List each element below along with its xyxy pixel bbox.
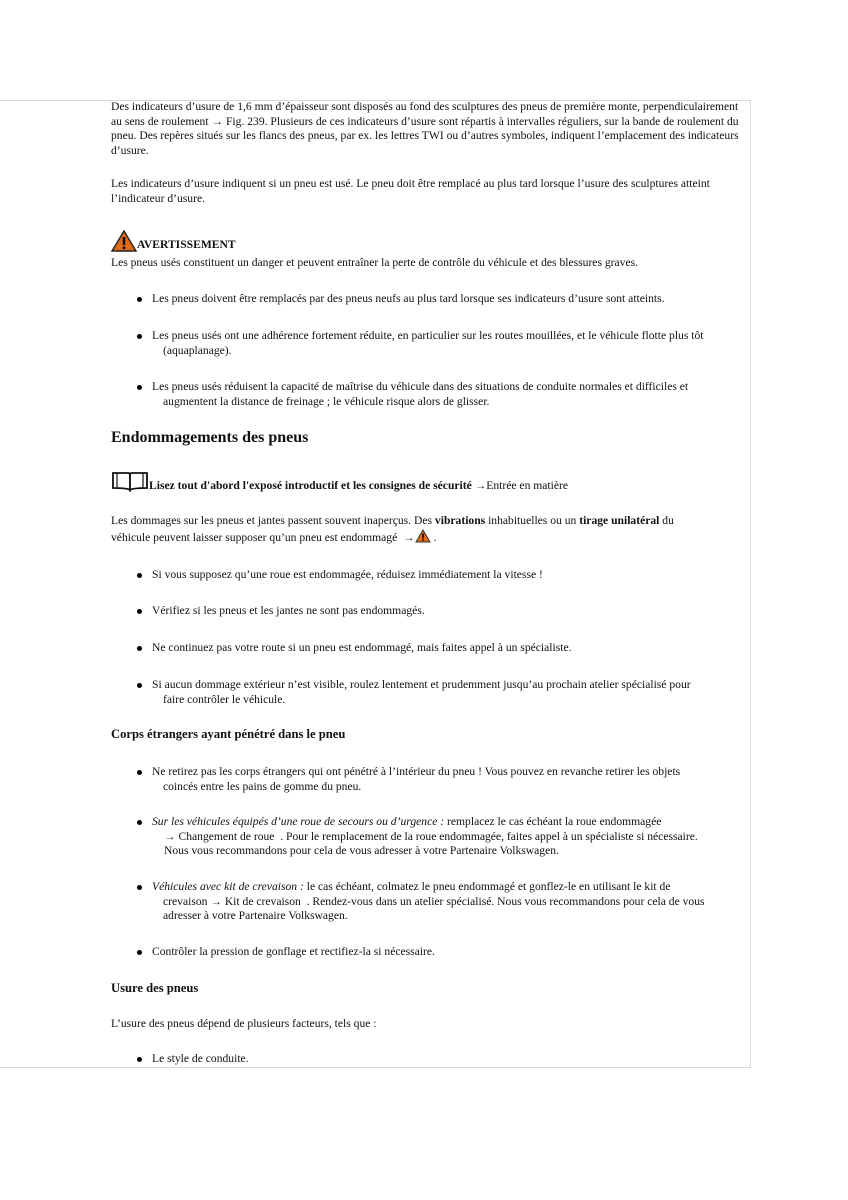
list-item: Sur les véhicules équipés d’une roue de secours ou d’urgence : remplacez le cas échéant la roue endommagée → Changement de roue . Pour le remplacement de la roue endommagée, faites appel à un spécialiste si nécessaire. Nous vous recommandons pour cela de vous adresser à votre Partenaire Volkswagen. <box>137 815 741 859</box>
warning-triangle-icon <box>415 529 431 548</box>
change-wheel-link[interactable]: → Changement de roue <box>164 829 275 843</box>
fig-239-link[interactable]: → Fig. 239 <box>211 114 265 128</box>
warning-block <box>111 230 739 257</box>
puncture-kit-link[interactable]: crevaison → Kit de crevaison <box>163 894 301 908</box>
list-item: Si vous supposez qu’une roue est endommagée, réduisez immédiatement la vitesse ! <box>137 568 741 583</box>
read-first-text: Lisez tout d'abord l'exposé introductif et les consignes de sécurité <box>149 479 472 492</box>
list-item: Les pneus doivent être remplacés par des pneus neufs au plus tard lorsque ses indicateurs d’usure sont atteints. <box>137 292 741 307</box>
intro-paragraph-1: Des indicateurs d’usure de 1,6 mm d’épaisseur sont disposés au fond des sculptures des pneus de première monte, perpendiculairement au sens de roulement → Fig. 239. Plusieurs de ces indicateurs d’usure sont répartis à intervalles réguliers, sur la bande de roulement du pneu. Des repères situés sur les flancs des pneus, par ex. les lettres TWI ou d’autres symboles, indiquent l’emplacement des indicateurs d’usure. <box>111 100 739 157</box>
intro-link[interactable]: →Entrée en matière <box>474 479 569 492</box>
section-heading-foreign: Corps étrangers ayant pénétré dans le pneu <box>111 727 346 741</box>
list-item: Véhicules avec kit de crevaison : le cas échéant, colmatez le pneu endommagé et gonflez-le en utilisant le kit de crevaison → Kit de crevaison . Rendez-vous dans un atelier spécialisé. Nous vous recommandons pour cela de vous adresser à votre Partenaire Volkswagen. <box>137 880 741 924</box>
warning-title: AVERTISSEMENT <box>137 238 236 251</box>
list-item: Si aucun dommage extérieur n’est visible, roulez lentement et prudemment jusqu’au prochain atelier spécialisé pour faire contrôler le véhicule. <box>137 678 741 707</box>
list-item: Le style de conduite. <box>137 1052 741 1067</box>
book-icon <box>111 470 149 497</box>
list-item: Contrôler la pression de gonflage et rectifiez-la si nécessaire. <box>137 945 741 960</box>
section-heading-damage: Endommagements des pneus <box>111 429 309 446</box>
warning-link[interactable]: → <box>403 531 431 544</box>
damage-paragraph: Les dommages sur les pneus et jantes passent souvent inaperçus. Des vibrations inhabituelles ou un tirage unilatéral du véhicule peuvent laisser supposer qu’un pneu est endommagé → . <box>111 514 739 547</box>
wear-paragraph: L’usure des pneus dépend de plusieurs facteurs, tels que : <box>111 1017 377 1030</box>
section-heading-wear: Usure des pneus <box>111 981 199 995</box>
list-item: Ne retirez pas les corps étrangers qui ont pénétré à l’intérieur du pneu ! Vous pouvez en revanche retirer les objets coincés entre les pains de gomme du pneu. <box>137 765 741 794</box>
list-item: Les pneus usés réduisent la capacité de maîtrise du véhicule dans des situations de conduite normales et difficiles et augmentent la distance de freinage ; le véhicule risque alors de glisser. <box>137 380 741 409</box>
list-item: Vérifiez si les pneus et les jantes ne sont pas endommagés. <box>137 604 741 619</box>
warning-text: Les pneus usés constituent un danger et peuvent entraîner la perte de contrôle du véhicule et des blessures graves. <box>111 256 639 269</box>
read-first-line <box>111 470 739 497</box>
intro-paragraph-2: Les indicateurs d’usure indiquent si un pneu est usé. Le pneu doit être remplacé au plus tard lorsque l’usure des sculptures atteint l’indicateur d’usure. <box>111 177 710 205</box>
list-item: Ne continuez pas votre route si un pneu est endommagé, mais faites appel à un spécialiste. <box>137 641 741 656</box>
warning-triangle-icon <box>111 230 137 257</box>
list-item: Les pneus usés ont une adhérence fortement réduite, en particulier sur les routes mouillées, et le véhicule flotte plus tôt (aquaplanage). <box>137 329 741 358</box>
